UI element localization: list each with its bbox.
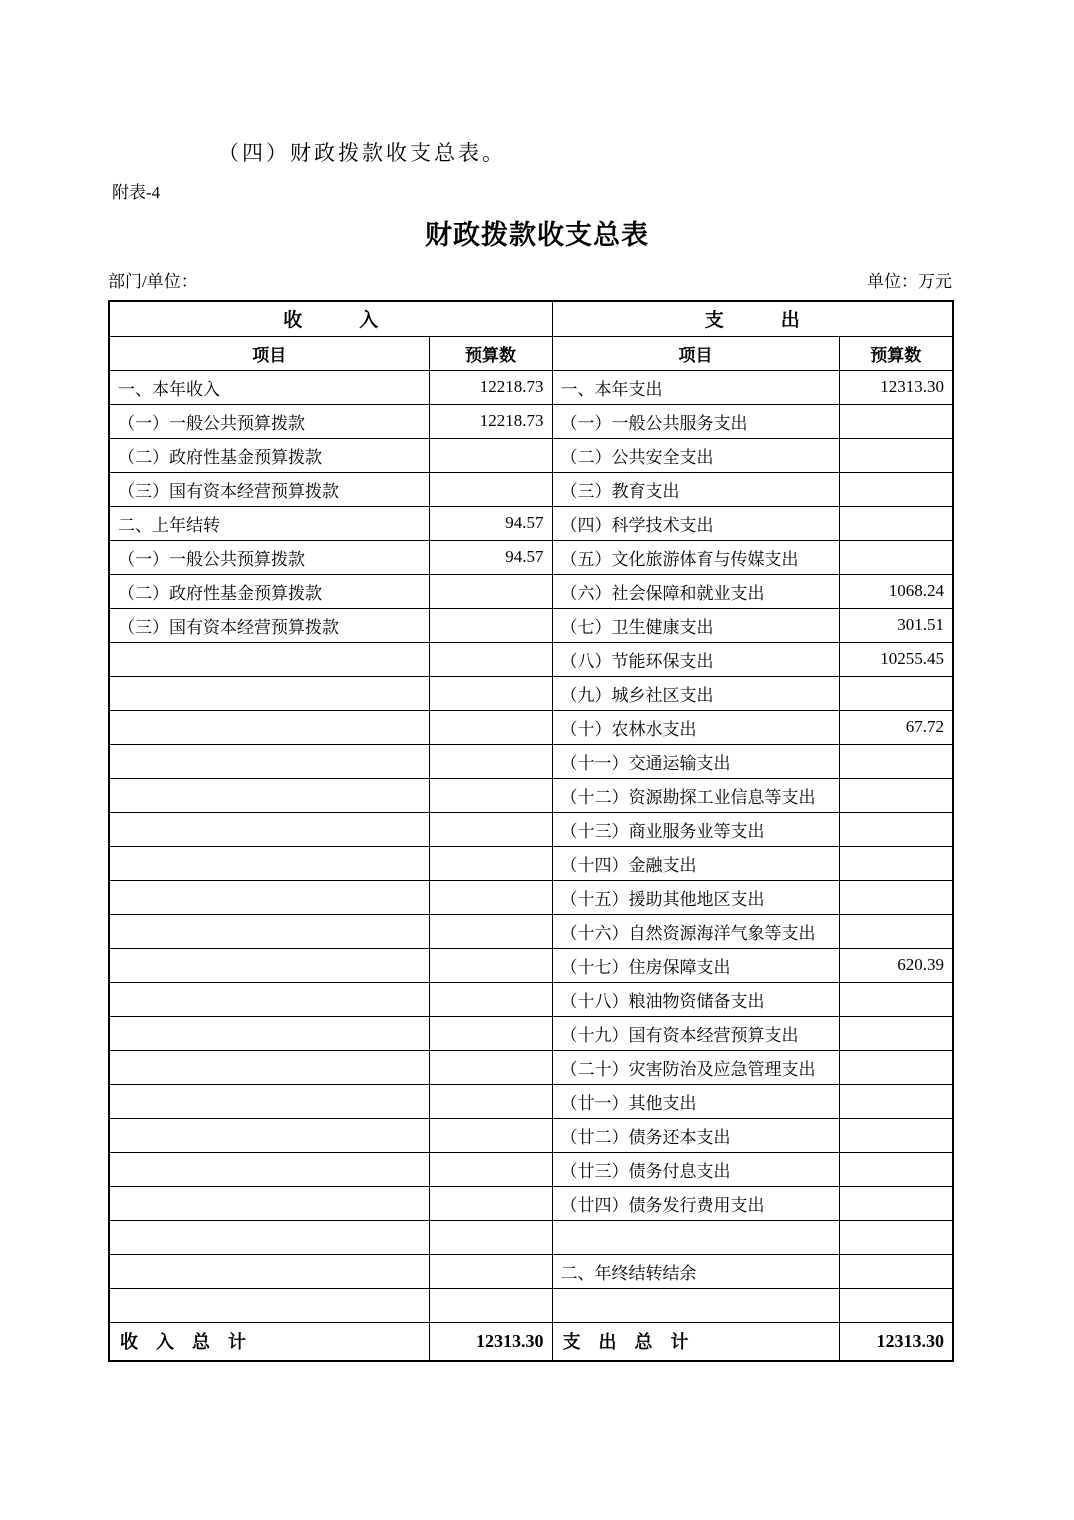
table-row	[109, 1186, 953, 1220]
expenditure-value-cell	[839, 846, 953, 880]
table-row	[109, 506, 953, 540]
expenditure-item-cell: （九）城乡社区支出	[552, 676, 839, 710]
revenue-value-cell	[429, 914, 552, 948]
revenue-value-cell	[429, 982, 552, 1016]
revenue-item-cell: （三）国有资本经营预算拨款	[109, 472, 429, 506]
table-body	[109, 370, 953, 1322]
expenditure-value-cell: 620.39	[839, 948, 953, 982]
revenue-group-header: 收 入	[109, 301, 552, 336]
table-row	[109, 472, 953, 506]
table-row	[109, 846, 953, 880]
expenditure-value-cell	[839, 472, 953, 506]
revenue-item-cell	[109, 1050, 429, 1084]
attachment-label: 附表-4	[112, 183, 161, 202]
revenue-value-cell	[429, 846, 552, 880]
revenue-value-cell	[429, 1254, 552, 1288]
expenditure-value-cell	[839, 982, 953, 1016]
expenditure-item-cell: （十三）商业服务业等支出	[552, 812, 839, 846]
expenditure-item-cell: （十七）住房保障支出	[552, 948, 839, 982]
expenditure-item-cell: （四）科学技术支出	[552, 506, 839, 540]
revenue-item-cell: （三）国有资本经营预算拨款	[109, 608, 429, 642]
expenditure-value-cell	[839, 778, 953, 812]
expenditure-item-cell: （七）卫生健康支出	[552, 608, 839, 642]
total-row	[109, 1322, 953, 1361]
revenue-item-cell	[109, 1016, 429, 1050]
expenditure-value-cell	[839, 1288, 953, 1322]
revenue-item-cell	[109, 710, 429, 744]
revenue-value-cell	[429, 1118, 552, 1152]
table-row	[109, 370, 953, 404]
expenditure-value-cell	[839, 1152, 953, 1186]
table-row	[109, 1152, 953, 1186]
revenue-value-cell	[429, 472, 552, 506]
revenue-value-cell	[429, 676, 552, 710]
budget-table	[108, 300, 954, 1362]
expenditure-value-cell	[839, 1084, 953, 1118]
expenditure-value-cell	[839, 1050, 953, 1084]
table-row	[109, 982, 953, 1016]
column-header-row	[109, 336, 953, 370]
revenue-item-cell	[109, 880, 429, 914]
table-row	[109, 1050, 953, 1084]
revenue-item-cell	[109, 846, 429, 880]
revenue-item-cell	[109, 676, 429, 710]
expenditure-total-value: 12313.30	[839, 1322, 953, 1361]
table-row	[109, 574, 953, 608]
expenditure-item-cell: （二）公共安全支出	[552, 438, 839, 472]
expenditure-item-cell: （十九）国有资本经营预算支出	[552, 1016, 839, 1050]
expenditure-value-cell: 10255.45	[839, 642, 953, 676]
expenditure-group-header: 支 出	[552, 301, 953, 336]
revenue-value-cell	[429, 642, 552, 676]
revenue-value-cell	[429, 710, 552, 744]
revenue-value-cell	[429, 778, 552, 812]
revenue-item-cell	[109, 1186, 429, 1220]
table-row	[109, 1118, 953, 1152]
expenditure-item-cell: （廿三）债务付息支出	[552, 1152, 839, 1186]
expenditure-value-cell	[839, 1220, 953, 1254]
expenditure-value-cell	[839, 1186, 953, 1220]
revenue-value-cell	[429, 812, 552, 846]
table-meta-row	[108, 271, 952, 293]
revenue-value-cell	[429, 744, 552, 778]
revenue-item-cell: （一）一般公共预算拨款	[109, 540, 429, 574]
expenditure-item-cell	[552, 1220, 839, 1254]
revenue-item-cell	[109, 914, 429, 948]
table-row	[109, 1254, 953, 1288]
table-row	[109, 1220, 953, 1254]
revenue-value-cell: 12218.73	[429, 370, 552, 404]
revenue-item-cell	[109, 1288, 429, 1322]
table-row	[109, 540, 953, 574]
expenditure-value-cell: 12313.30	[839, 370, 953, 404]
revenue-value-cell	[429, 1016, 552, 1050]
expenditure-value-cell	[839, 1118, 953, 1152]
table-row	[109, 1016, 953, 1050]
revenue-value-cell: 94.57	[429, 540, 552, 574]
document-title: 财政拨款收支总表	[425, 220, 649, 250]
revenue-item-cell	[109, 812, 429, 846]
revenue-item-cell	[109, 1084, 429, 1118]
table-row	[109, 1084, 953, 1118]
revenue-item-cell: （二）政府性基金预算拨款	[109, 574, 429, 608]
revenue-item-cell	[109, 982, 429, 1016]
expenditure-item-cell: （廿二）债务还本支出	[552, 1118, 839, 1152]
table-row	[109, 608, 953, 642]
expenditure-value-cell	[839, 438, 953, 472]
table-row	[109, 1288, 953, 1322]
revenue-item-cell: 二、上年结转	[109, 506, 429, 540]
revenue-total-value: 12313.30	[429, 1322, 552, 1361]
table-row	[109, 914, 953, 948]
expenditure-item-cell: （十四）金融支出	[552, 846, 839, 880]
revenue-item-cell	[109, 1152, 429, 1186]
table-row	[109, 778, 953, 812]
expenditure-item-cell: （十八）粮油物资储备支出	[552, 982, 839, 1016]
expenditure-item-cell: 一、本年支出	[552, 370, 839, 404]
expenditure-item-cell: （十一）交通运输支出	[552, 744, 839, 778]
table-row	[109, 948, 953, 982]
expenditure-value-cell	[839, 1016, 953, 1050]
revenue-value-cell	[429, 1186, 552, 1220]
revenue-value-cell	[429, 1050, 552, 1084]
revenue-item-cell	[109, 1220, 429, 1254]
expenditure-budget-header: 预算数	[839, 336, 953, 370]
table-row	[109, 438, 953, 472]
revenue-value-cell	[429, 1220, 552, 1254]
revenue-value-cell	[429, 1152, 552, 1186]
expenditure-item-cell: （六）社会保障和就业支出	[552, 574, 839, 608]
expenditure-item-cell: （八）节能环保支出	[552, 642, 839, 676]
expenditure-item-cell: （十二）资源勘探工业信息等支出	[552, 778, 839, 812]
expenditure-item-cell: （三）教育支出	[552, 472, 839, 506]
revenue-item-cell: （二）政府性基金预算拨款	[109, 438, 429, 472]
expenditure-total-label: 支 出 总 计	[552, 1322, 839, 1361]
expenditure-value-cell	[839, 404, 953, 438]
table-row	[109, 710, 953, 744]
expenditure-item-cell: （一）一般公共服务支出	[552, 404, 839, 438]
expenditure-value-cell	[839, 540, 953, 574]
expenditure-value-cell	[839, 914, 953, 948]
table-row	[109, 744, 953, 778]
expenditure-value-cell	[839, 506, 953, 540]
group-header-row	[109, 301, 953, 336]
revenue-item-cell	[109, 1118, 429, 1152]
table-row	[109, 404, 953, 438]
expenditure-value-cell: 67.72	[839, 710, 953, 744]
revenue-item-cell: （一）一般公共预算拨款	[109, 404, 429, 438]
table-row	[109, 880, 953, 914]
revenue-item-cell	[109, 1254, 429, 1288]
revenue-item-cell	[109, 744, 429, 778]
revenue-value-cell	[429, 574, 552, 608]
revenue-value-cell	[429, 948, 552, 982]
table-row	[109, 676, 953, 710]
revenue-value-cell: 94.57	[429, 506, 552, 540]
expenditure-value-cell	[839, 880, 953, 914]
expenditure-value-cell	[839, 676, 953, 710]
expenditure-item-cell: （五）文化旅游体育与传媒支出	[552, 540, 839, 574]
expenditure-item-cell: （十六）自然资源海洋气象等支出	[552, 914, 839, 948]
table-row	[109, 812, 953, 846]
expenditure-item-cell: 二、年终结转结余	[552, 1254, 839, 1288]
revenue-value-cell: 12218.73	[429, 404, 552, 438]
expenditure-value-cell	[839, 812, 953, 846]
revenue-item-cell: 一、本年收入	[109, 370, 429, 404]
revenue-budget-header: 预算数	[429, 336, 552, 370]
expenditure-item-cell: （十）农林水支出	[552, 710, 839, 744]
revenue-total-label: 收 入 总 计	[109, 1322, 429, 1361]
expenditure-item-cell	[552, 1288, 839, 1322]
table-row	[109, 642, 953, 676]
department-label: 部门/单位：	[108, 272, 198, 291]
expenditure-item-cell: （十五）援助其他地区支出	[552, 880, 839, 914]
expenditure-value-cell: 1068.24	[839, 574, 953, 608]
revenue-item-cell	[109, 948, 429, 982]
revenue-item-cell	[109, 642, 429, 676]
revenue-value-cell	[429, 1084, 552, 1118]
expenditure-value-cell	[839, 1254, 953, 1288]
revenue-value-cell	[429, 608, 552, 642]
section-heading: （四）财政拨款收支总表。	[218, 141, 506, 165]
expenditure-item-cell: （廿一）其他支出	[552, 1084, 839, 1118]
revenue-value-cell	[429, 1288, 552, 1322]
expenditure-value-cell	[839, 744, 953, 778]
revenue-value-cell	[429, 880, 552, 914]
expenditure-item-cell: （廿四）债务发行费用支出	[552, 1186, 839, 1220]
revenue-item-header: 项目	[109, 336, 429, 370]
expenditure-item-header: 项目	[552, 336, 839, 370]
revenue-value-cell	[429, 438, 552, 472]
expenditure-item-cell: （二十）灾害防治及应急管理支出	[552, 1050, 839, 1084]
expenditure-value-cell: 301.51	[839, 608, 953, 642]
revenue-item-cell	[109, 778, 429, 812]
unit-label: 单位：万元	[867, 272, 952, 291]
